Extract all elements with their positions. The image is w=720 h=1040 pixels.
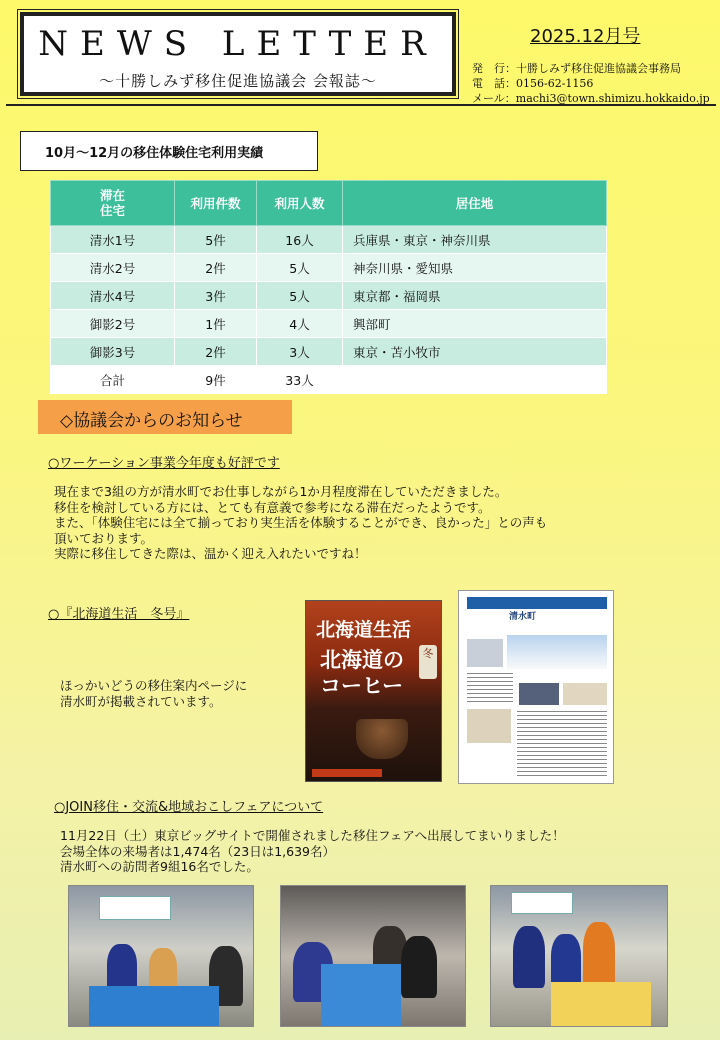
column-header-count: 利用件数 xyxy=(175,181,257,226)
cell-people: 16人 xyxy=(257,226,343,254)
newsletter-title-box xyxy=(20,12,456,96)
cell-residence: 興部町 xyxy=(343,310,607,338)
cell-people: 5人 xyxy=(257,282,343,310)
table-row xyxy=(51,226,607,254)
magazine-cover-headline xyxy=(320,647,404,699)
table-row xyxy=(51,338,607,366)
column-header-house: 滞在 住宅 xyxy=(51,181,175,226)
cell-people: 4人 xyxy=(257,310,343,338)
fair-photo-1 xyxy=(68,885,254,1027)
table-row xyxy=(51,282,607,310)
season-badge: 冬 xyxy=(419,645,437,679)
column-header-people: 利用人数 xyxy=(257,181,343,226)
issue-date: 2025.12月号 xyxy=(530,26,641,47)
fair-photo-2 xyxy=(280,885,466,1027)
text-line: 頂いております。 xyxy=(54,530,154,546)
contact-phone: 電 話：0156-62-1156 xyxy=(472,77,594,90)
fair-text xyxy=(60,828,565,875)
cover-footer-strip xyxy=(312,769,382,777)
text-line: 11月22日（土）東京ビッグサイトで開催されました移住フェアへ出展してまいりました！ xyxy=(60,828,565,843)
page-photo xyxy=(467,639,503,667)
cell-people: 5人 xyxy=(257,254,343,282)
cell-count: 3件 xyxy=(175,282,257,310)
text-line: 清水町への訪問者9組16名でした。 xyxy=(60,859,259,874)
cell-count: 2件 xyxy=(175,254,257,282)
text-line: 移住を検討している方には、とても有意義で参考になる滞在だったようです。 xyxy=(54,499,491,515)
cell-residence: 兵庫県・東京・神奈川県 xyxy=(343,226,607,254)
usage-table xyxy=(50,180,607,394)
usage-heading: 10月〜12月の移住体験住宅利用実績 xyxy=(20,131,318,171)
notice-banner: ◇協議会からのお知らせ xyxy=(38,400,292,434)
text-line: ほっかいどうの移住案内ページに xyxy=(60,678,248,693)
header-divider xyxy=(6,104,716,106)
workation-text xyxy=(54,484,547,562)
headline-line: コーヒー xyxy=(320,674,404,698)
newsletter-subtitle: 〜十勝しみず移住促進協議会 会報誌〜 xyxy=(99,72,377,90)
contact-publisher: 発 行：十勝しみず移住促進協議会事務局 xyxy=(472,62,681,75)
cell-count: 2件 xyxy=(175,338,257,366)
text-line: 実際に移住してきた際は、温かく迎え入れたいですね！ xyxy=(54,546,367,561)
page-photo xyxy=(467,709,511,743)
cell-people: 33人 xyxy=(257,366,343,394)
page-photo xyxy=(563,683,607,705)
magazine-heading: ○『北海道生活 冬号』 xyxy=(48,607,190,622)
table-row xyxy=(51,254,607,282)
cell-house: 合計 xyxy=(51,366,175,394)
column-header-residence: 居住地 xyxy=(343,181,607,226)
cell-house: 清水2号 xyxy=(51,254,175,282)
newsletter-title: NEWS LETTER xyxy=(38,24,438,64)
table-row xyxy=(51,310,607,338)
cell-residence: 東京都・福岡県 xyxy=(343,282,607,310)
cell-count: 9件 xyxy=(175,366,257,394)
headline-line: 北海道の xyxy=(320,648,404,672)
cell-house: 清水4号 xyxy=(51,282,175,310)
magazine-cover-image xyxy=(305,600,442,782)
page-town-title: 清水町 xyxy=(509,612,537,622)
table-total-row xyxy=(51,366,607,394)
coffee-cup-icon xyxy=(356,719,408,759)
fair-heading: ○JOIN移住・交流&地域おこしフェアについて xyxy=(54,800,324,815)
page-photo xyxy=(519,683,559,705)
cell-count: 5件 xyxy=(175,226,257,254)
cell-residence: 神奈川県・愛知県 xyxy=(343,254,607,282)
cell-house: 御影2号 xyxy=(51,310,175,338)
magazine-page-image xyxy=(458,590,614,784)
text-line: また、「体験住宅には全て揃っており実生活を体験することができ、良かった」との声も xyxy=(54,515,548,530)
cell-residence xyxy=(343,366,607,394)
text-line: 清水町が掲載されています。 xyxy=(60,693,222,709)
text-line: 現在まで3組の方が清水町でお仕事しながら1か月程度滞在していただきました。 xyxy=(54,484,508,499)
page-text-block xyxy=(517,711,607,777)
cell-residence: 東京・苫小牧市 xyxy=(343,338,607,366)
cell-house: 清水1号 xyxy=(51,226,175,254)
magazine-cover-title: 北海道生活 xyxy=(316,619,412,641)
cell-house: 御影3号 xyxy=(51,338,175,366)
fair-photo-3 xyxy=(490,885,668,1027)
page-header-bar xyxy=(467,597,607,609)
table-header-row xyxy=(51,181,607,226)
cell-count: 1件 xyxy=(175,310,257,338)
text-line: 会場全体の来場者は1,474名（23日は1,639名） xyxy=(60,843,335,859)
page-text-block xyxy=(467,673,513,703)
magazine-text xyxy=(60,678,247,709)
cell-people: 3人 xyxy=(257,338,343,366)
workation-heading: ○ワーケーション事業今年度も好評です xyxy=(48,456,280,471)
contact-email: メール：machi3@town.shimizu.hokkaido.jp xyxy=(472,92,710,105)
page-photo-landscape xyxy=(507,635,607,669)
